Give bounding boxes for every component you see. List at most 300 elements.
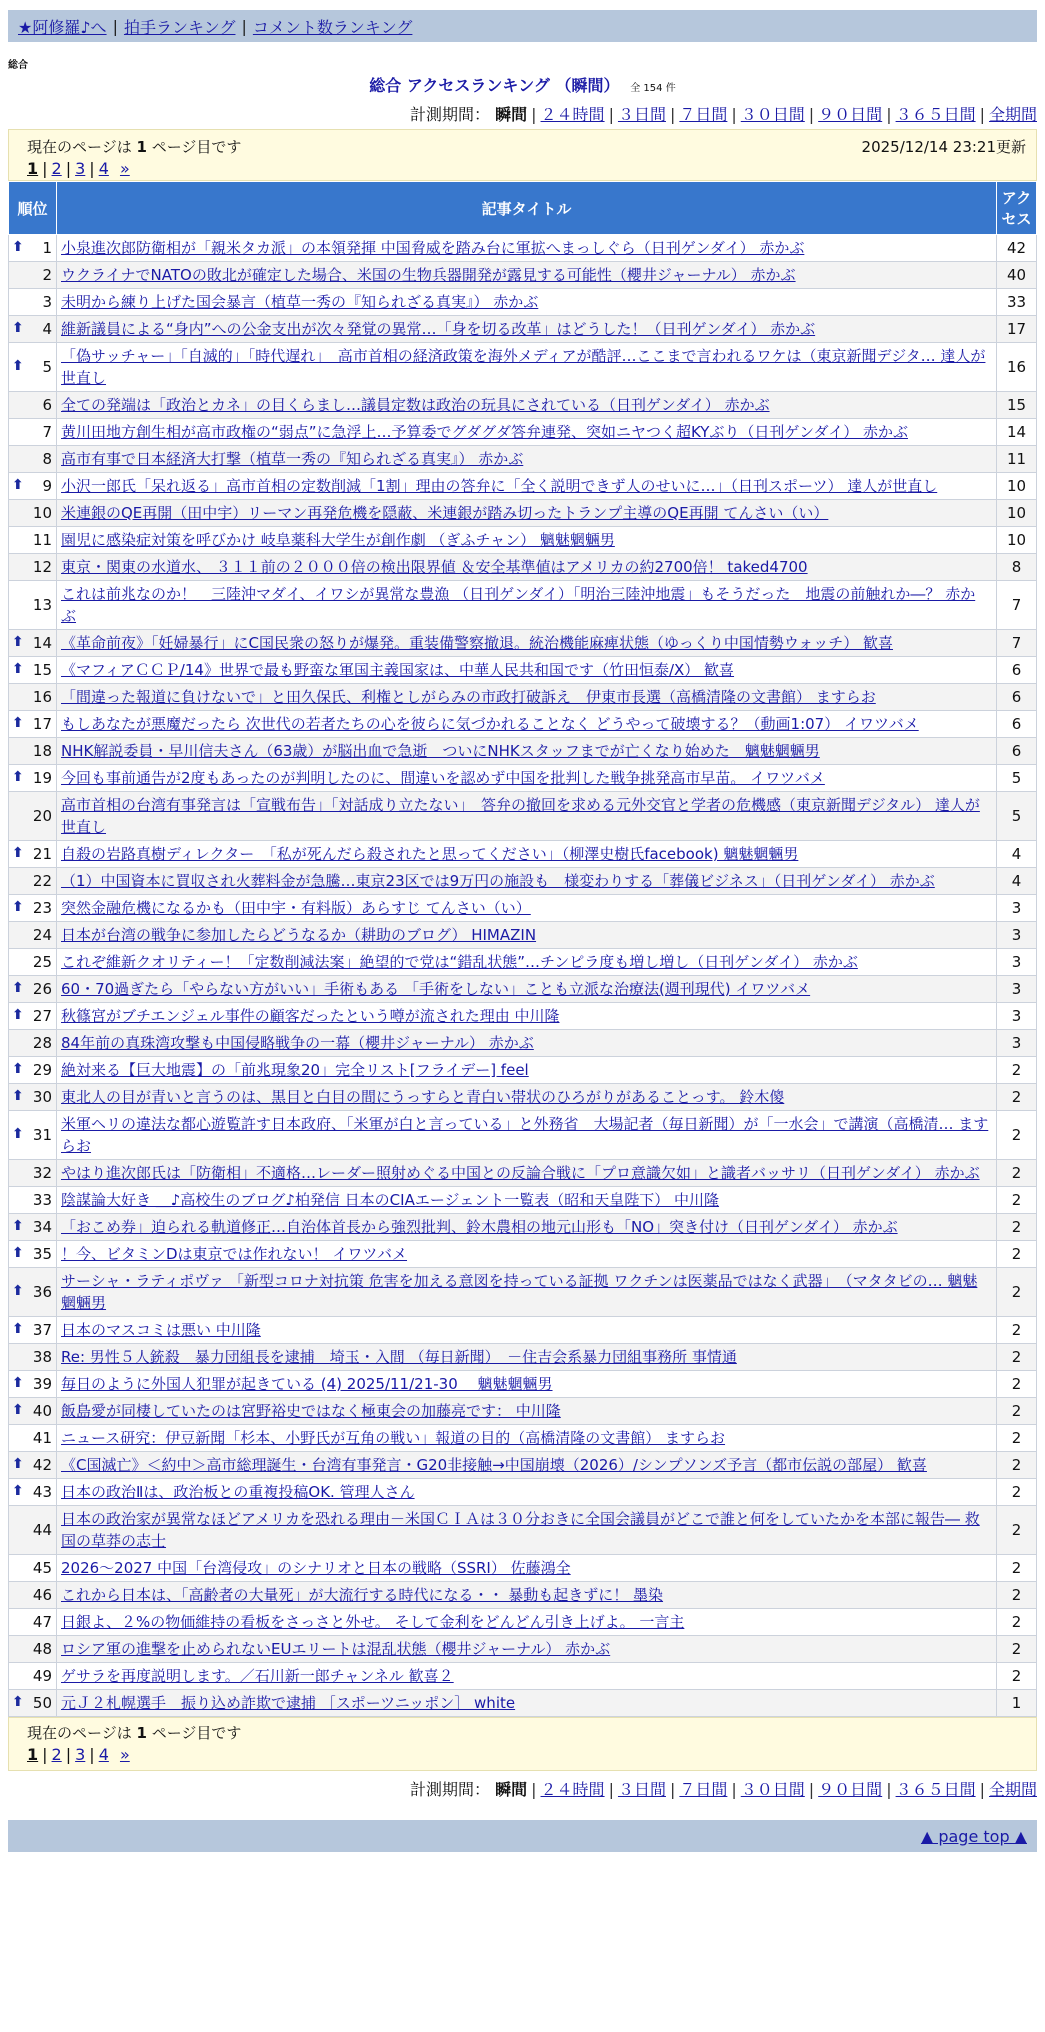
access-count: 3: [997, 922, 1037, 949]
rank-cell: [9, 473, 57, 500]
rank-number: 49: [32, 1667, 52, 1685]
rank-number: 5: [42, 358, 52, 376]
title-cell: [57, 1582, 997, 1609]
rank-number: 16: [32, 688, 52, 706]
table-row: [9, 554, 1037, 581]
arrow-up-icon: ⬆: [12, 1483, 24, 1499]
article-link[interactable]: 飯島愛が同棲していたのは宮野裕史ではなく極東会の加藤亮です： 中川隆: [61, 1402, 561, 1420]
arrow-up-icon: ⬆: [12, 1061, 24, 1077]
rank-cell: [9, 1690, 57, 1717]
access-count: 33: [997, 289, 1037, 316]
access-count: 10: [997, 500, 1037, 527]
header-rank: 順位: [9, 182, 57, 235]
article-link[interactable]: 《C国滅亡》＜約中＞高市総理誕生・台湾有事発言・G20非接触→中国崩壊（2026）/シンプソンズ予言（都市伝説の部屋） 歓喜: [61, 1456, 927, 1474]
rank-number: 22: [32, 872, 52, 890]
table-row: [9, 684, 1037, 711]
table-row: [9, 473, 1037, 500]
rank-number: 7: [42, 423, 52, 441]
period-selector-top: 計測期間： 瞬間 | ２４時間 | ３日間 | ７日間 | ３０日間 | ９０日間 | ３６５日間 | 全期間: [410, 105, 1037, 124]
pager-next[interactable]: »: [119, 159, 130, 178]
page-top-link[interactable]: ▲ page top ▲: [920, 1826, 1027, 1846]
article-link[interactable]: 未明から練り上げた国会暴言（植草一秀の『知られざる真実』） 赤かぶ: [61, 293, 539, 311]
title-cell: [57, 1371, 997, 1398]
article-link[interactable]: 東京・関東の水道水、 ３１１前の２０００倍の検出限界値 ＆安全基準値はアメリカの約2700倍！ taked4700: [61, 558, 808, 576]
category-label: 総合: [8, 60, 28, 71]
rank-cell: [9, 446, 57, 473]
nav-separator: |: [112, 16, 118, 36]
rank-number: 44: [32, 1521, 52, 1539]
period-all[interactable]: 全期間: [988, 1780, 1037, 1799]
pager-page-2[interactable]: 2: [51, 1745, 62, 1764]
access-count: 6: [997, 657, 1037, 684]
access-count: 15: [997, 392, 1037, 419]
nav-separator: |: [241, 16, 247, 36]
rank-cell: [9, 554, 57, 581]
access-count: 2: [997, 1636, 1037, 1663]
article-link[interactable]: 日本の政治Ⅱは、政治板との重複投稿OK. 管理人さん: [61, 1483, 415, 1501]
table-row: [9, 1160, 1037, 1187]
access-count: 11: [997, 446, 1037, 473]
table-row: [9, 1452, 1037, 1479]
rank-cell: [9, 1187, 57, 1214]
rank-cell: [9, 922, 57, 949]
title-cell: [57, 1609, 997, 1636]
rank-number: 1: [42, 239, 52, 257]
period-all[interactable]: 全期間: [988, 105, 1037, 124]
title-cell: [57, 500, 997, 527]
access-count: 2: [997, 1317, 1037, 1344]
article-link[interactable]: 84年前の真珠湾攻撃も中国侵略戦争の一幕（櫻井ジャーナル） 赤かぶ: [61, 1034, 534, 1052]
title-cell: [57, 554, 997, 581]
access-count: 3: [997, 1003, 1037, 1030]
period-365d[interactable]: ３６５日間: [895, 1780, 976, 1799]
arrow-up-icon: ⬆: [12, 845, 24, 861]
article-link[interactable]: 日本のマスコミは悪い 中川隆: [61, 1321, 261, 1339]
table-row: [9, 895, 1037, 922]
article-link[interactable]: 維新議員による“身内”への公金支出が次々発覚の異常…「身を切る改革」はどうした！（日刊ゲンダイ） 赤かぶ: [61, 320, 816, 338]
rank-number: 6: [42, 396, 52, 414]
title-cell: [57, 1663, 997, 1690]
access-count: 2: [997, 1344, 1037, 1371]
access-count: 7: [997, 630, 1037, 657]
table-row: [9, 841, 1037, 868]
bottom-bar: [8, 1820, 1037, 1852]
rank-cell: [9, 949, 57, 976]
arrow-up-icon: ⬆: [12, 1088, 24, 1104]
title-cell: [57, 1160, 997, 1187]
rank-number: 20: [32, 807, 52, 825]
title-cell: [57, 841, 997, 868]
rank-cell: [9, 1268, 57, 1317]
table-row: [9, 792, 1037, 841]
page-title: 総合 アクセスランキング （瞬間）: [369, 76, 620, 95]
article-link[interactable]: 「偽サッチャー」「自滅的」「時代遅れ」 高市首相の経済政策を海外メディアが酷評…ここまで言われるワケは（東京新聞デジタ… 達人が世直し: [61, 347, 986, 387]
article-link[interactable]: サーシャ・ラティポヴァ 「新型コロナ対抗策 危害を加える意図を持っている証拠 ワクチンは医薬品ではなく武器」 （マタタビの… 魑魅魍魎男: [61, 1272, 978, 1312]
article-link[interactable]: これは前兆なのか！ 三陸沖マダイ、イワシが異常な豊漁 （日刊ゲンダイ）「明治三陸沖地震」もそうだった 地震の前触れか―？ 赤かぶ: [61, 585, 976, 625]
rank-cell: [9, 1214, 57, 1241]
rank-number: 28: [32, 1034, 52, 1052]
title-cell: [57, 1268, 997, 1317]
title-cell: [57, 1317, 997, 1344]
rank-cell: [9, 1371, 57, 1398]
period-30d[interactable]: ３０日間: [740, 1780, 805, 1799]
period-24h[interactable]: ２４時間: [540, 105, 605, 124]
table-row: [9, 289, 1037, 316]
rank-number: 34: [32, 1218, 52, 1236]
table-row: [9, 419, 1037, 446]
pager-page-4[interactable]: 4: [98, 159, 109, 178]
rank-cell: [9, 1555, 57, 1582]
title-cell: [57, 1452, 997, 1479]
article-link[interactable]: （1）中国資本に買収され火葬料金が急騰…東京23区では9万円の施設も 様変わりする「葬儀ビジネス」（日刊ゲンダイ） 赤かぶ: [61, 872, 935, 890]
access-count: 6: [997, 684, 1037, 711]
rank-number: 35: [32, 1245, 52, 1263]
current-page-text: 現在のページは 1 ページ目です: [27, 1724, 242, 1742]
title-cell: [57, 1057, 997, 1084]
table-row: [9, 1663, 1037, 1690]
pager-page-3[interactable]: 3: [75, 1745, 86, 1764]
access-count: 2: [997, 1084, 1037, 1111]
title-cell: [57, 1241, 997, 1268]
table-row: [9, 1214, 1037, 1241]
rank-number: 50: [32, 1694, 52, 1712]
access-count: 8: [997, 554, 1037, 581]
rank-number: 13: [32, 596, 52, 614]
table-row: [9, 1506, 1037, 1555]
arrow-up-icon: ⬆: [12, 634, 24, 650]
home-link[interactable]: ★阿修羅♪へ: [18, 17, 107, 37]
page-info-top: [8, 129, 1037, 181]
table-row: [9, 581, 1037, 630]
arrow-up-icon: ⬆: [12, 899, 24, 915]
article-link[interactable]: 秋篠宮がブチエンジェル事件の顧客だったという噂が流された理由 中川隆: [61, 1007, 560, 1025]
article-link[interactable]: 元Ｊ２札幌選手 振り込め詐欺で逮捕 ［スポーツニッポン］ white: [61, 1694, 516, 1712]
period-current: 瞬間: [495, 105, 528, 124]
table-row: [9, 1636, 1037, 1663]
rank-cell: [9, 1030, 57, 1057]
table-row: [9, 262, 1037, 289]
access-count: 40: [997, 262, 1037, 289]
period-7d[interactable]: ７日間: [679, 1780, 728, 1799]
article-link[interactable]: ニュース研究：伊豆新聞「杉本、小野氏が互角の戦い」報道の目的（高橋清隆の文書館） ますらお: [61, 1429, 726, 1447]
rank-number: 42: [32, 1456, 52, 1474]
access-count: 2: [997, 1398, 1037, 1425]
arrow-up-icon: ⬆: [12, 1245, 24, 1261]
table-row: [9, 657, 1037, 684]
table-row: [9, 500, 1037, 527]
rank-number: 12: [32, 558, 52, 576]
title-cell: [57, 1479, 997, 1506]
title-cell: [57, 868, 997, 895]
article-link[interactable]: 全ての発端は「政治とカネ」の目くらまし…議員定数は政治の玩具にされている（日刊ゲンダイ） 赤かぶ: [61, 396, 770, 414]
rank-cell: [9, 1057, 57, 1084]
article-link[interactable]: 園児に感染症対策を呼びかけ 岐阜薬科大学生が創作劇 （ぎふチャン） 魑魅魍魎男: [61, 531, 615, 549]
table-row: [9, 316, 1037, 343]
table-row: [9, 922, 1037, 949]
rank-cell: [9, 1317, 57, 1344]
access-count: 3: [997, 976, 1037, 1003]
article-link[interactable]: 日本が台湾の戦争に参加したらどうなるか（耕助のブログ） HIMAZIN: [61, 926, 537, 944]
table-row: [9, 1030, 1037, 1057]
rank-cell: [9, 419, 57, 446]
ranking-rows: [9, 235, 1037, 1717]
period-7d[interactable]: ７日間: [679, 105, 728, 124]
access-count: 2: [997, 1268, 1037, 1317]
rank-cell: [9, 630, 57, 657]
table-row: [9, 1084, 1037, 1111]
table-row: [9, 343, 1037, 392]
rank-number: 19: [32, 769, 52, 787]
access-count: 6: [997, 711, 1037, 738]
top-nav-bar: [8, 10, 1037, 42]
rank-number: 9: [42, 477, 52, 495]
rank-cell: [9, 500, 57, 527]
table-row: [9, 630, 1037, 657]
title-cell: [57, 684, 997, 711]
article-link[interactable]: 米軍ヘリの違法な都心遊覧許す日本政府、「米軍が白と言っている」と外務省 大場記者（毎日新聞）が「一水会」で講演（高橋清… ますらお: [61, 1115, 989, 1155]
rank-number: 36: [32, 1283, 52, 1301]
rank-number: 24: [32, 926, 52, 944]
period-24h[interactable]: ２４時間: [540, 1780, 605, 1799]
pager-current: 1: [27, 159, 39, 178]
pager-bottom: 1 | 2 | 3 | 4 »: [27, 1745, 130, 1764]
arrow-up-icon: ⬆: [12, 358, 24, 374]
access-count: 2: [997, 1555, 1037, 1582]
title-cell: [57, 657, 997, 684]
pager-top: 1 | 2 | 3 | 4 »: [27, 159, 130, 178]
article-link[interactable]: 2026～2027 中国「台湾侵攻」のシナリオと日本の戦略（SSRI） 佐藤鴻全: [61, 1559, 571, 1577]
period-365d[interactable]: ３６５日間: [895, 105, 976, 124]
rank-number: 33: [32, 1191, 52, 1209]
article-link[interactable]: 小泉進次郎防衛相が「親米タカ派」の本領発揮 中国脅威を踏み台に軍拡へまっしぐら（日刊ゲンダイ） 赤かぶ: [61, 239, 805, 257]
article-link[interactable]: 今回も事前通告が2度もあったのが判明したのに、間違いを認めず中国を批判した戦争挑発高市早苗。 イワツバメ: [61, 769, 825, 787]
article-link[interactable]: 黄川田地方創生相が高市政権の“弱点”に急浮上…予算委でグダグダ答弁連発、突如ニヤつく超KYぶり（日刊ゲンダイ） 赤かぶ: [61, 423, 908, 441]
table-row: [9, 949, 1037, 976]
page-info-bottom: [8, 1717, 1037, 1771]
arrow-up-icon: ⬆: [12, 320, 24, 336]
article-link[interactable]: 自殺の岩路真樹ディレクター 「私が死んだら殺されたと思ってください」（柳澤史樹氏facebook) 魑魅魍魎男: [61, 845, 799, 863]
article-link[interactable]: ロシア軍の進撃を止められないEUエリートは混乱状態（櫻井ジャーナル） 赤かぶ: [61, 1640, 611, 1658]
article-link[interactable]: これから日本は、「高齢者の大量死」が大流行する時代になる・・ 暴動も起きずに！ 墨染: [61, 1586, 664, 1604]
arrow-up-icon: ⬆: [12, 980, 24, 996]
arrow-up-icon: ⬆: [12, 715, 24, 731]
rank-number: 39: [32, 1375, 52, 1393]
rank-number: 46: [32, 1586, 52, 1604]
ranking-table: [8, 181, 1037, 1717]
article-link[interactable]: 日本の政治家が異常なほどアメリカを恐れる理由－米国ＣＩＡは３０分おきに全国会議員がどこで誰と何をしていたかを本部に報告― 救国の草莽の志士: [61, 1510, 980, 1550]
title-cell: [57, 949, 997, 976]
applause-ranking-link[interactable]: 拍手ランキング: [123, 17, 236, 37]
rank-number: 41: [32, 1429, 52, 1447]
title-cell: [57, 1187, 997, 1214]
access-count: 2: [997, 1057, 1037, 1084]
rank-cell: [9, 1003, 57, 1030]
rank-cell: [9, 1663, 57, 1690]
table-row: [9, 235, 1037, 262]
rank-cell: [9, 1452, 57, 1479]
period-3d[interactable]: ３日間: [617, 1780, 666, 1799]
article-link[interactable]: NHK解説委員・早川信夫さん（63歳）が脳出血で急逝 ついにNHKスタッフまでが亡くなり始めた 魑魅魍魎男: [61, 742, 820, 760]
comment-ranking-link[interactable]: コメント数ランキング: [252, 17, 413, 37]
title-cell: [57, 527, 997, 554]
rank-number: 14: [32, 634, 52, 652]
current-page-text: 現在のページは 1 ページ目です: [27, 138, 242, 156]
rank-number: 43: [32, 1483, 52, 1501]
rank-cell: [9, 1111, 57, 1160]
title-cell: [57, 895, 997, 922]
rank-cell: [9, 1609, 57, 1636]
table-row: [9, 1609, 1037, 1636]
table-row: [9, 392, 1037, 419]
article-link[interactable]: ウクライナでNATOの敗北が確定した場合、米国の生物兵器開発が露見する可能性（櫻井ジャーナル） 赤かぶ: [61, 266, 796, 284]
rank-cell: [9, 1344, 57, 1371]
title-cell: [57, 289, 997, 316]
pager-page-4[interactable]: 4: [98, 1745, 109, 1764]
rank-cell: [9, 738, 57, 765]
updated-timestamp: 2025/12/14 23:21更新: [861, 138, 1026, 156]
table-row: [9, 1003, 1037, 1030]
access-count: 42: [997, 235, 1037, 262]
rank-number: 47: [32, 1613, 52, 1631]
rank-cell: [9, 684, 57, 711]
article-link[interactable]: 「間違った報道に負けないで」と田久保氏、利権としがらみの市政打破訴え 伊東市長選（高橋清隆の文書館） ますらお: [61, 688, 876, 706]
article-link[interactable]: 小沢一郎氏「呆れ返る」高市首相の定数削減「1割」理由の答弁に「全く説明できず人のせいに…」（日刊スポーツ） 達人が世直し: [61, 477, 938, 495]
title-cell: [57, 976, 997, 1003]
access-count: 2: [997, 1160, 1037, 1187]
table-row: [9, 527, 1037, 554]
rank-cell: [9, 1425, 57, 1452]
arrow-up-icon: ⬆: [12, 1375, 24, 1391]
article-link[interactable]: 《マフィアＣＣＰ/14》世界で最も野蛮な軍国主義国家は、中華人民共和国です（竹田恒泰/X） 歓喜: [61, 661, 735, 679]
period-30d[interactable]: ３０日間: [740, 105, 805, 124]
arrow-up-icon: ⬆: [12, 769, 24, 785]
rank-cell: [9, 262, 57, 289]
rank-cell: [9, 1506, 57, 1555]
article-link[interactable]: 米連銀のQE再開（田中宇）リーマン再発危機を隠蔽、米連銀が踏み切ったトランプ主導のQE再開 てんさい（い）: [61, 504, 829, 522]
rank-cell: [9, 1160, 57, 1187]
access-count: 3: [997, 949, 1037, 976]
access-count: 16: [997, 343, 1037, 392]
rank-number: 10: [32, 504, 52, 522]
access-count: 4: [997, 841, 1037, 868]
period-3d[interactable]: ３日間: [617, 105, 666, 124]
title-cell: [57, 1030, 997, 1057]
article-link[interactable]: これぞ維新クオリティー！「定数削減法案」絶望的で党は“錯乱状態”…チンピラ度も増し増し（日刊ゲンダイ） 赤かぶ: [61, 953, 858, 971]
article-link[interactable]: 60・70過ぎたら「やらない方がいい」手術もある 「手術をしない」ことも立派な治療法(週刊現代) イワツバメ: [61, 980, 811, 998]
title-cell: [57, 1555, 997, 1582]
arrow-up-icon: ⬆: [12, 1218, 24, 1234]
rank-cell: [9, 1241, 57, 1268]
rank-cell: [9, 392, 57, 419]
table-row: [9, 1690, 1037, 1717]
rank-number: 2: [42, 266, 52, 284]
article-link[interactable]: 毎日のように外国人犯罪が起きている (4) 2025/11/21-30 魑魅魍魎男: [61, 1375, 553, 1393]
article-link[interactable]: 高市有事で日本経済大打撃（植草一秀の『知られざる真実』） 赤かぶ: [61, 450, 524, 468]
table-row: [9, 1317, 1037, 1344]
access-count: 7: [997, 581, 1037, 630]
article-link[interactable]: 高市首相の台湾有事発言は「宣戦布告」「対話成り立たない」 答弁の撤回を求める元外交官と学者の危機感（東京新聞デジタル） 達人が世直し: [61, 796, 980, 836]
access-count: 2: [997, 1187, 1037, 1214]
access-count: 5: [997, 792, 1037, 841]
article-link[interactable]: 陰謀論大好き ＿♪高校生のブログ♪柏発信 日本のCIAエージェント一覧表（昭和天皇陛下） 中川隆: [61, 1191, 720, 1209]
table-row: [9, 1111, 1037, 1160]
rank-cell: [9, 792, 57, 841]
arrow-up-icon: ⬆: [12, 1456, 24, 1472]
title-cell: [57, 1111, 997, 1160]
title-cell: [57, 1690, 997, 1717]
rank-cell: [9, 657, 57, 684]
table-row: [9, 1187, 1037, 1214]
rank-number: 18: [32, 742, 52, 760]
access-count: 2: [997, 1582, 1037, 1609]
access-count: 2: [997, 1506, 1037, 1555]
rank-cell: [9, 1479, 57, 1506]
article-link[interactable]: ゲサラを再度説明します。／石川新一郎チャンネル 歓喜２: [61, 1667, 454, 1685]
article-link[interactable]: やはり進次郎氏は「防衛相」不適格…レーダー照射めぐる中国との反論合戦に「プロ意識欠如」と識者バッサリ（日刊ゲンダイ） 赤かぶ: [61, 1164, 980, 1182]
title-cell: [57, 1214, 997, 1241]
rank-cell: [9, 581, 57, 630]
arrow-up-icon: ⬆: [12, 1694, 24, 1710]
article-link[interactable]: Re: 男性５人銃殺 暴力団組長を逮捕 埼玉・入間 （毎日新聞） －住吉会系暴力団組事務所 事情通: [61, 1348, 737, 1366]
table-row: [9, 1398, 1037, 1425]
rank-number: 37: [32, 1321, 52, 1339]
total-count: 全 154 件: [630, 83, 676, 94]
pager-page-2[interactable]: 2: [51, 159, 62, 178]
rank-cell: [9, 289, 57, 316]
rank-number: 45: [32, 1559, 52, 1577]
pager-page-3[interactable]: 3: [75, 159, 86, 178]
article-link[interactable]: 「おこめ券」迫られる軌道修正…自治体首長から強烈批判、鈴木農相の地元山形も「NO」突き付け（日刊ゲンダイ） 赤かぶ: [61, 1218, 898, 1236]
rank-number: 11: [32, 531, 52, 549]
rank-cell: [9, 1582, 57, 1609]
access-count: 2: [997, 1479, 1037, 1506]
title-cell: [57, 630, 997, 657]
table-row: [9, 1555, 1037, 1582]
rank-cell: [9, 895, 57, 922]
access-count: 5: [997, 765, 1037, 792]
period-label: 計測期間：: [410, 105, 491, 124]
header-access: アクセス: [997, 182, 1037, 235]
period-90d[interactable]: ９０日間: [818, 1780, 883, 1799]
access-count: 14: [997, 419, 1037, 446]
pager-next[interactable]: »: [119, 1745, 130, 1764]
access-count: 4: [997, 868, 1037, 895]
article-link[interactable]: 東北人の目が青いと言うのは、黒目と白目の間にうっすらと青白い帯状のひろがりがあることっす。 鈴木傻: [61, 1088, 785, 1106]
rank-number: 26: [32, 980, 52, 998]
arrow-up-icon: ⬆: [12, 1321, 24, 1337]
access-count: 1: [997, 1690, 1037, 1717]
period-90d[interactable]: ９０日間: [818, 105, 883, 124]
table-row: [9, 1241, 1037, 1268]
arrow-up-icon: ⬆: [12, 477, 24, 493]
article-link[interactable]: 突然金融危機になるかも（田中宇・有料版）あらすじ てんさい（い）: [61, 899, 531, 917]
article-link[interactable]: 絶対来る【巨大地震】の「前兆現象20」完全リスト[フライデー] feel: [61, 1061, 529, 1079]
article-link[interactable]: ！今、ビタミンDは東京では作れない！ イワツバメ: [61, 1245, 408, 1263]
article-link[interactable]: もしあなたが悪魔だったら 次世代の若者たちの心を彼らに気づかれることなく どうやって破壊する？（動画1:07） イワツバメ: [61, 715, 919, 733]
article-link[interactable]: 《革命前夜》「妊婦暴行」にC国民衆の怒りが爆発。重装備警察撤退。統治機能麻痺状態（ゆっくり中国情勢ウォッチ） 歓喜: [61, 634, 893, 652]
table-row: [9, 711, 1037, 738]
rank-cell: [9, 765, 57, 792]
arrow-up-icon: ⬆: [12, 239, 24, 255]
rank-cell: [9, 868, 57, 895]
access-count: 2: [997, 1663, 1037, 1690]
article-link[interactable]: 日銀よ、２%の物価維持の看板をさっさと外せ。 そして金利をどんどん引き上げよ。 一言主: [61, 1613, 685, 1631]
access-count: 3: [997, 895, 1037, 922]
arrow-up-icon: ⬆: [12, 661, 24, 677]
access-count: 2: [997, 1609, 1037, 1636]
rank-cell: [9, 235, 57, 262]
period-selector-bottom: 計測期間： 瞬間 | ２４時間 | ３日間 | ７日間 | ３０日間 | ９０日間 | ３６５日間 | 全期間: [410, 1780, 1037, 1799]
